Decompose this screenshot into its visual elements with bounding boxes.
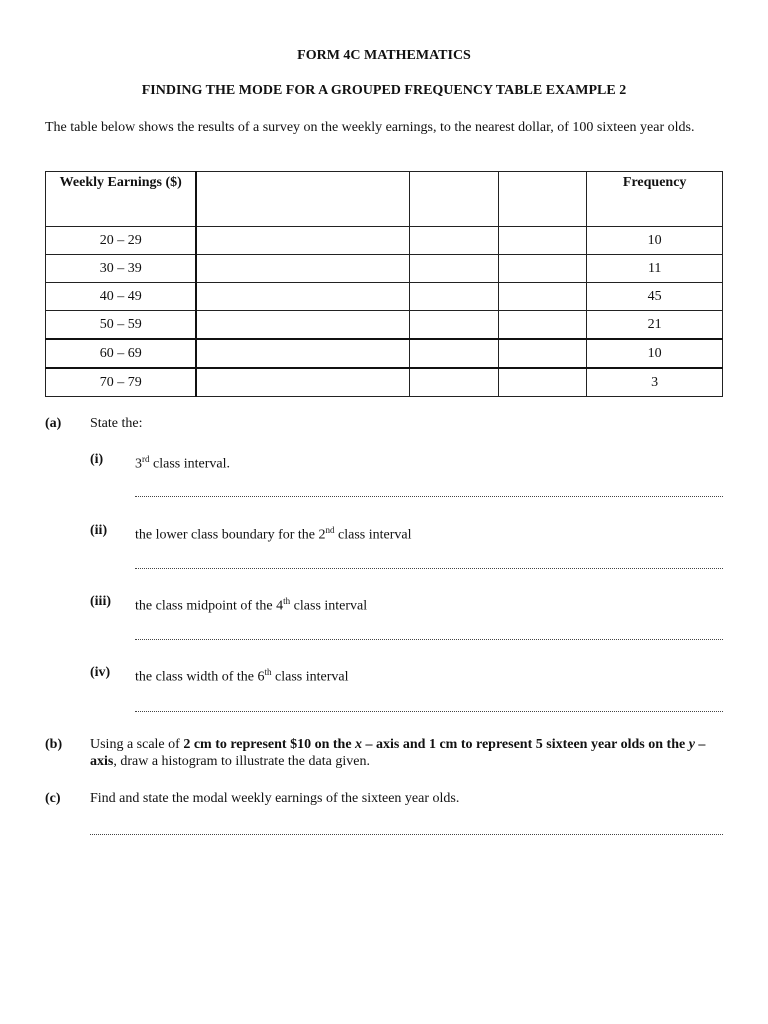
header-weekly-earnings: Weekly Earnings ($): [46, 172, 197, 227]
table-row: [46, 311, 723, 340]
question-a-ii-label: (ii): [90, 523, 108, 538]
question-b-text: Using a scale of 2 cm to represent $10 on the x – axis and 1 cm to represent 5 sixteen year olds on the y – axis, draw a histogram to illustrate the data given.: [90, 737, 706, 769]
frequency-cell: 11: [587, 255, 723, 283]
question-a-label: (a): [45, 416, 62, 431]
question-c-text: Find and state the modal weekly earnings of the sixteen year olds.: [90, 791, 460, 806]
frequency-cell: 45: [587, 283, 723, 311]
header-blank-3: [498, 172, 587, 227]
question-b-label: (b): [45, 737, 63, 752]
header-blank-1: [196, 172, 409, 227]
blank-cell: [410, 227, 499, 255]
question-a-iii-label: (iii): [90, 594, 111, 609]
interval-cell: 30 – 39: [46, 255, 197, 283]
answer-line-a-iv[interactable]: [135, 711, 723, 712]
question-a-iii-text: the class midpoint of the 4th class interval: [135, 596, 368, 614]
question-a-i-label: (i): [90, 452, 104, 467]
blank-cell: [410, 255, 499, 283]
question-a-i-text: 3rd class interval.: [135, 454, 230, 472]
table-row: [46, 368, 723, 397]
question-a-iv-label: (iv): [90, 665, 111, 680]
blank-cell: [498, 255, 587, 283]
blank-cell: [196, 227, 409, 255]
question-a-iv-text: the class width of the 6th class interval: [135, 667, 349, 685]
question-a-text: State the:: [90, 416, 143, 431]
blank-cell: [498, 227, 587, 255]
answer-line-a-ii[interactable]: [135, 568, 723, 569]
page-subtitle: FINDING THE MODE FOR A GROUPED FREQUENCY TABLE EXAMPLE 2: [141, 83, 627, 98]
blank-cell: [196, 339, 409, 368]
blank-cell: [410, 368, 499, 397]
blank-cell: [498, 283, 587, 311]
header-frequency: Frequency: [587, 172, 723, 227]
header-blank-2: [410, 172, 499, 227]
blank-cell: [410, 283, 499, 311]
interval-cell: 70 – 79: [46, 368, 197, 397]
frequency-cell: 3: [587, 368, 723, 397]
blank-cell: [410, 339, 499, 368]
answer-line-c[interactable]: [90, 834, 723, 835]
blank-cell: [498, 339, 587, 368]
table-row: [46, 339, 723, 368]
table-header-row: [46, 172, 723, 227]
answer-line-a-iii[interactable]: [135, 639, 723, 640]
blank-cell: [196, 311, 409, 340]
intro-paragraph: The table below shows the results of a survey on the weekly earnings, to the nearest dollar, of 100 sixteen year olds.: [45, 120, 695, 135]
interval-cell: 60 – 69: [46, 339, 197, 368]
table-row: [46, 227, 723, 255]
blank-cell: [196, 368, 409, 397]
page-title: FORM 4C MATHEMATICS: [297, 48, 471, 63]
table-row: [46, 283, 723, 311]
frequency-cell: 10: [587, 339, 723, 368]
question-c-label: (c): [45, 791, 61, 806]
interval-cell: 40 – 49: [46, 283, 197, 311]
table-row: [46, 255, 723, 283]
blank-cell: [196, 255, 409, 283]
frequency-cell: 21: [587, 311, 723, 340]
answer-line-a-i[interactable]: [135, 496, 723, 497]
blank-cell: [498, 368, 587, 397]
frequency-cell: 10: [587, 227, 723, 255]
blank-cell: [196, 283, 409, 311]
blank-cell: [410, 311, 499, 340]
interval-cell: 50 – 59: [46, 311, 197, 340]
frequency-table: [45, 171, 723, 397]
question-a-ii-text: the lower class boundary for the 2nd class interval: [135, 525, 412, 543]
blank-cell: [498, 311, 587, 340]
interval-cell: 20 – 29: [46, 227, 197, 255]
